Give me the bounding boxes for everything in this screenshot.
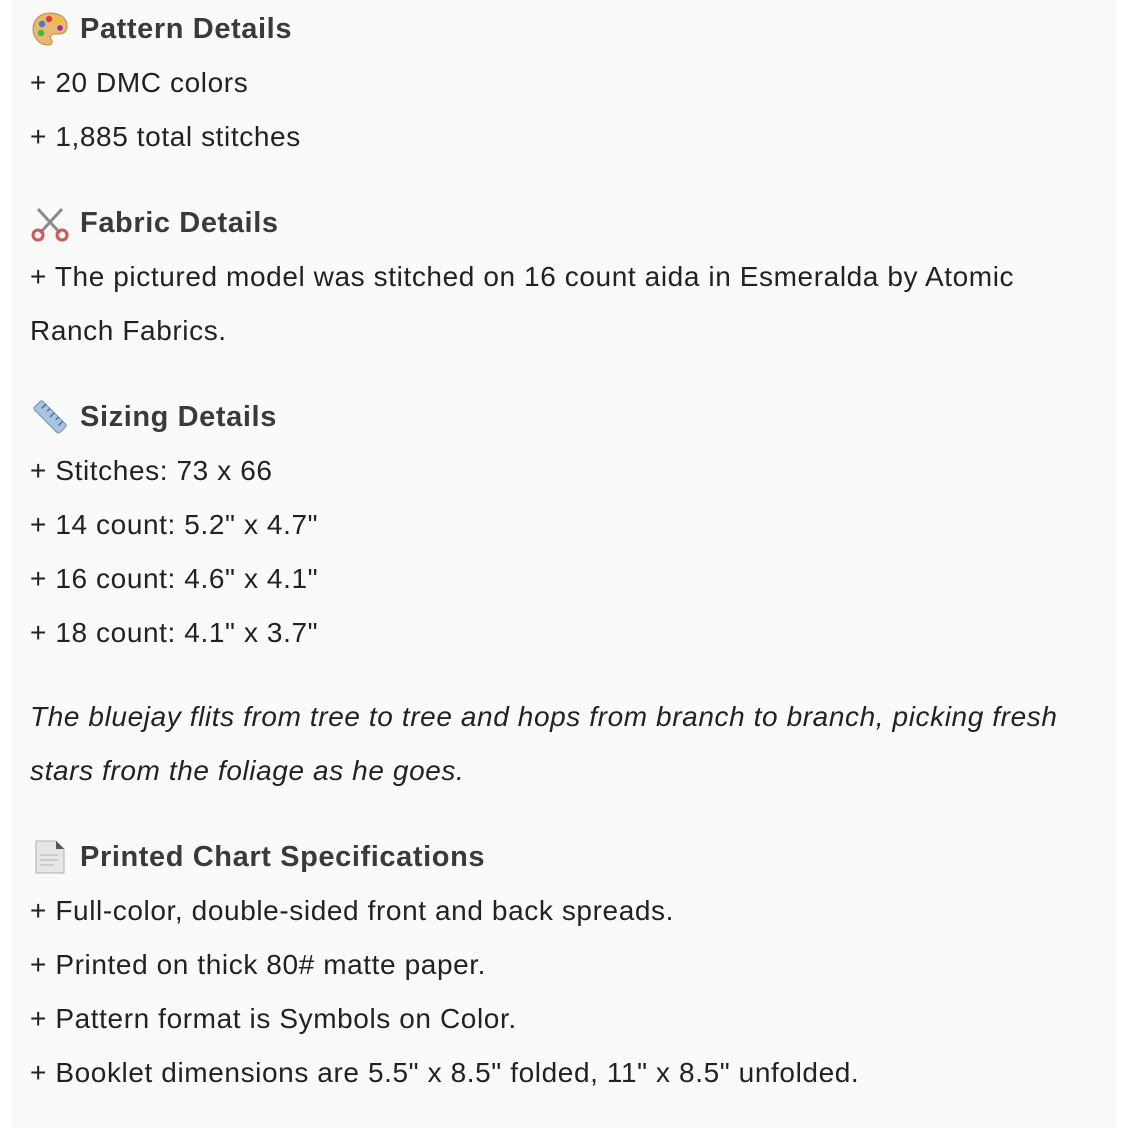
palette-icon xyxy=(30,9,70,49)
fabric-detail-text: + The pictured model was stitched on 16 count aida in Esmeralda by Atomic Ranch Fabrics. xyxy=(30,261,1015,346)
printed-chart-item: + Booklet dimensions are 5.5" x 8.5" folded, 11" x 8.5" unfolded. xyxy=(30,1057,860,1088)
printed-chart-item: + Full-color, double-sided front and back spreads. xyxy=(30,895,675,926)
sizing-detail-item: + 18 count: 4.1" x 3.7" xyxy=(30,617,319,648)
printed-chart-item: + Pattern format is Symbols on Color. xyxy=(30,1003,517,1034)
ruler-icon xyxy=(30,397,70,437)
pattern-detail-item: + 1,885 total stitches xyxy=(30,121,301,152)
sizing-details-title: Sizing Details xyxy=(80,400,277,433)
pattern-details-heading xyxy=(30,2,1116,56)
sizing-detail-item: + 16 count: 4.6" x 4.1" xyxy=(30,563,319,594)
sizing-detail-item: + 14 count: 5.2" x 4.7" xyxy=(30,509,319,540)
fabric-details-section xyxy=(30,196,1116,358)
sizing-details-heading xyxy=(30,390,1116,444)
pattern-detail-item: + 20 DMC colors xyxy=(30,67,249,98)
fabric-details-title: Fabric Details xyxy=(80,206,279,239)
printed-chart-section xyxy=(30,830,1116,1100)
sizing-details-section xyxy=(30,390,1116,660)
page-icon xyxy=(30,837,70,877)
printed-chart-item: + Printed on thick 80# matte paper. xyxy=(30,949,487,980)
product-description-panel xyxy=(12,0,1116,1128)
product-description-text: The bluejay flits from tree to tree and hops from branch to branch, picking fresh stars from the foliage as he goes. xyxy=(30,701,1058,786)
pattern-details-section xyxy=(30,2,1116,164)
sizing-detail-item: + Stitches: 73 x 66 xyxy=(30,455,273,486)
printed-chart-title: Printed Chart Specifications xyxy=(80,840,486,873)
printed-chart-heading xyxy=(30,830,1116,884)
fabric-details-heading xyxy=(30,196,1116,250)
pattern-details-title: Pattern Details xyxy=(80,12,293,45)
scissors-icon xyxy=(30,203,70,243)
